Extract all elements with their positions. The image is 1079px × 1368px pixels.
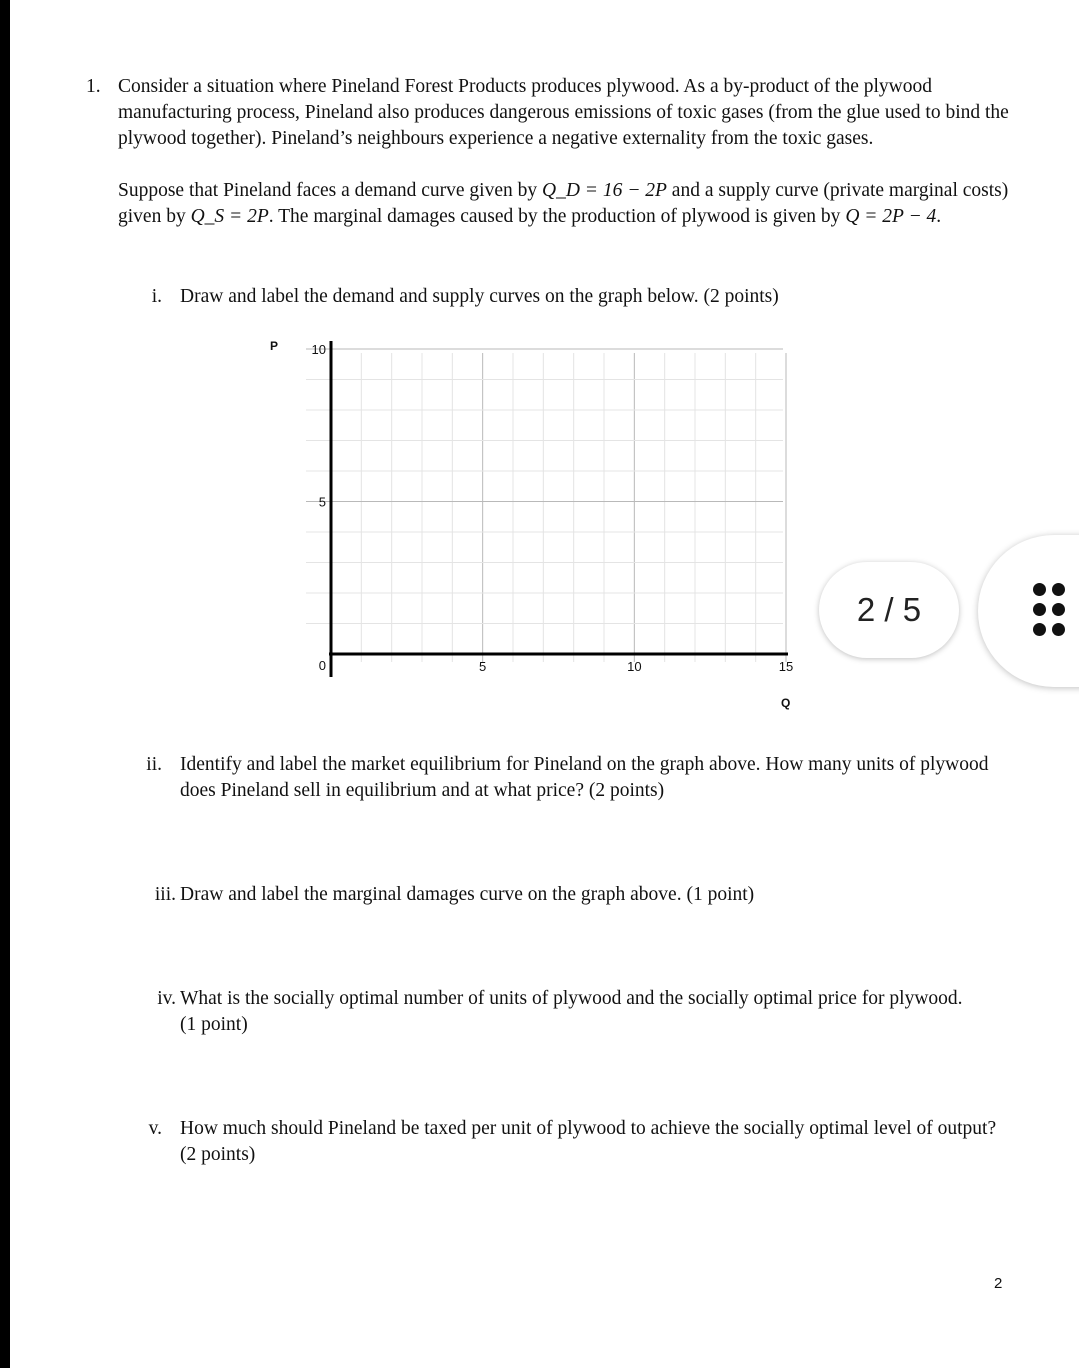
graph-axes <box>329 341 788 677</box>
supply-equation: Q_S = 2P <box>190 206 269 227</box>
part-i-number: i. <box>151 286 162 307</box>
part-iv-number: iv. <box>157 988 176 1009</box>
part-i-text: Draw and label the demand and supply curves on the graph below. (2 points) <box>180 286 779 307</box>
setup-text-c: . The marginal damages caused by the production of plywood is given by <box>268 206 846 227</box>
part-iii-number: iii. <box>154 884 176 905</box>
demand-equation: Q_D = 16 − 2P <box>542 180 667 201</box>
damage-equation: Q = 2P − 4 <box>845 206 937 227</box>
setup-text-b: and a supply curve (private marginal costs) given by <box>118 180 1009 227</box>
part-v-text: How much should Pineland be taxed per unit of plywood to achieve the socially optimal level of output? (2 points) <box>180 1118 997 1165</box>
graph-ticks <box>312 342 794 674</box>
question-intro: Consider a situation where Pineland Forest Products produces plywood. As a by-product of the plywood manufacturing process, Pineland also produces dangerous emissions of toxic gases (from the glue used to bind the plywood together). Pineland’s neighbours experience a negative externality from the toxic gases. <box>118 76 1009 149</box>
x-tick-label: 15 <box>778 659 794 674</box>
y-tick-label: 5 <box>318 494 326 510</box>
graph-grid <box>306 349 786 662</box>
y-axis-label: P <box>270 339 279 353</box>
page-number: 2 <box>994 1275 1003 1292</box>
y-tick-label: 10 <box>311 342 326 357</box>
part-v-number: v. <box>148 1118 162 1139</box>
x-axis-label: Q <box>781 696 791 710</box>
y-tick-label: 0 <box>318 658 326 673</box>
part-iii-text: Draw and label the marginal damages curve on the graph above. (1 point) <box>180 884 755 905</box>
setup-text-d: . <box>936 206 942 227</box>
page-indicator[interactable]: 2 / 5 <box>819 562 959 658</box>
x-tick-label: 10 <box>627 659 642 674</box>
question-number: 1. <box>86 76 101 97</box>
x-tick-label: 5 <box>479 659 487 674</box>
part-ii-text: Identify and label the market equilibrium for Pineland on the graph above. How many units of plywood does Pineland sell in equilibrium and at what price? (2 points) <box>180 754 989 801</box>
setup-text-a: Suppose that Pineland faces a demand curve given by <box>118 180 543 201</box>
part-ii-number: ii. <box>146 754 162 775</box>
part-iv-text: What is the socially optimal number of units of plywood and the socially optimal price for plywood. (1 point) <box>180 988 963 1035</box>
